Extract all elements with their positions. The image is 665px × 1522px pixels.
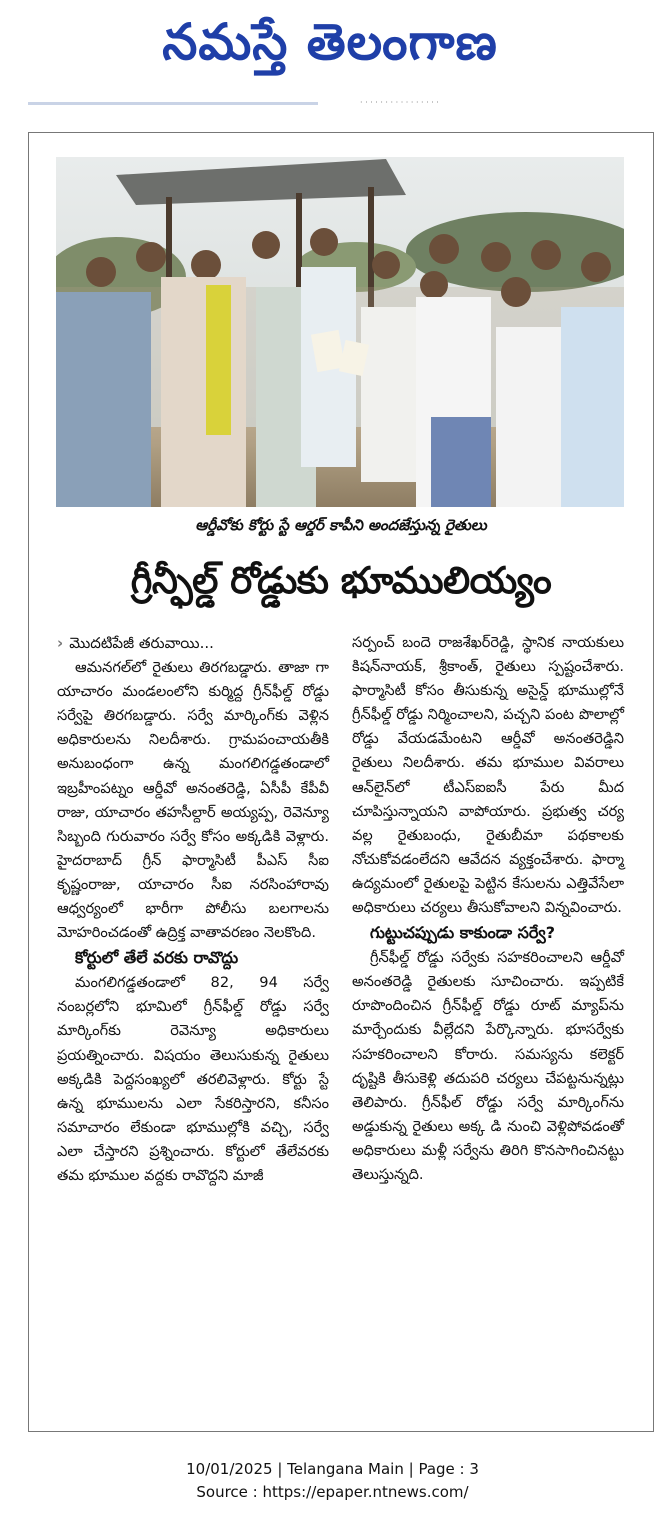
paragraph: ఆమనగల్‌లో రైతులు తిరగబడ్డారు. తాజా గా యాచారం మండలంలోని కుర్మిద్ద గ్రీన్‌ఫీల్డ్ రోడ్డు సర్వేపై తిరగబడ్డారు. సర్వే మార్కింగ్‌కు వెళ్లిన అధికారులను నిలదీశారు. గ్రామపంచాయతీకి అనుబంధంగా ఉన్న మంగలిగడ్డతండాలో ఇబ్రహీంపట్నం ఆర్డీవో అనంతరెడ్డి, ఏసీపీ కేపీవీ రాజు, యాచారం తహసీల్దార్ అయ్యప్ప, రెవెన్యూ సిబ్బంది గురువారం సర్వే కోసం అక్కడికి వెళ్లారు. హైదరాబాద్ గ్రీన్ ఫార్మాసిటీ పీఎస్ సీఐ కృష్ణంరాజు, యాచారం సీఐ నరసింహారావు ఆధ్వర్యంలో భారీగా పోలీసు బలగాలను మోహరించడంతో ఉద్రిక్త వాతావరణం నెలకొంది. [57,659,329,942]
masthead-strip: · · · · · · · · · · · · · · · · [360,100,439,106]
newspaper-logo: నమస్తే తెలంగాణ [162,13,498,71]
article-column-right [352,631,624,1187]
article-clip [28,132,654,1432]
article-photo [56,157,624,507]
subheading-survey: గుట్టుచప్పుడు కాకుండా సర్వే? [370,923,555,943]
continuation-note [57,631,329,655]
footer-source-link[interactable]: Source : https://epaper.ntnews.com/ [196,1483,469,1501]
masthead-rule [28,102,318,105]
paragraph: గ్రీన్‌ఫీల్డ్ రోడ్డు సర్వేకు సహకరించాలని ఆర్డీవో అనంతరెడ్డి రైతులకు సూచించారు. ఇప్పటికే రూపొందించిన గ్రీన్‌ఫీల్డ్ రోడ్డు రూట్ మ్యాప్‌ను మార్చేందుకు వీల్లేదని పేర్కొన్నారు. భూసర్వేకు సహకరించాలని కోరారు. సమస్యను కలెక్టర్ దృష్టికి తీసుకెళ్లి తదుపరి చర్యలు చేపట్టనున్నట్లు తెలిపారు. గ్రీన్‌ఫీల్ రోడ్డు సర్వే మార్కింగ్‌ను అడ్డుకున్న రైతులు అక్క డి నుంచి వెళ్లిపోవడంతో అధికారులు మళ్లీ సర్వేను తిరిగి కొనసాగించినట్టు తెలుస్తున్నది. [352,949,624,1183]
paragraph: మంగలిగడ్డతండాలో 82, 94 సర్వే నంబర్లలోని భూమిలో గ్రీన్‌ఫీల్డ్ రోడ్డు సర్వే మార్కింగ్‌కు రెవెన్యూ అధికారులు ప్రయత్నించారు. విషయం తెలుసుకున్న రైతులు అక్కడికి పెద్దసంఖ్యలో తరలివెళ్లారు. కోర్టు స్టే ఉన్న భూములను ఎలా సేకరిస్తారని, కనీసం సమాచారం లేకుండా భూముల్లోకి వచ్చి, సర్వే ఎలా చేస్తారని ప్రశ్నించారు. కోర్టులో తేలేవరకు తమ భూముల వద్దకు రావొద్దని మాజీ [57,974,329,1184]
continuation-text: మొదటిపేజీ తరువాయి... [69,634,214,652]
subheading-court: కోర్టులో తేలే వరకు రావొద్దు [75,948,239,968]
photo-illustration [56,157,624,507]
photo-caption: ఆర్డీవోకు కోర్టు స్టే ఆర్డర్ కాపీని అందజేస్తున్న రైతులు [195,516,487,534]
article-column-left [57,631,329,1188]
paragraph: సర్పంచ్ బందె రాజశేఖర్‌రెడ్డి, స్థానిక నాయకులు కిషన్‌నాయక్, శ్రీకాంత్, రైతులు స్పష్టంచేశారు. ఫార్మాసిటీ కోసం తీసుకున్న అసైన్డ్ భూముల్లోనే గ్రీన్‌ఫీల్డ్ రోడ్డు నిర్మించాలని, పచ్చని పంట పొలాల్లో రోడ్డు వేయడమేంటని ఆర్డీవో అనంతరెడ్డిని రైతులు నిలదీశారు. తమ భూముల వివరాలు ఆన్‌లైన్‌లో టీఎస్ఐఐసీ పేరు మీద చూపిస్తున్నాయని వాపోయారు. ప్రభుత్వ చర్య వల్ల రైతుబంధు, రైతుబీమా పథకాలకు నోచుకోవడంలేదని ఆవేదన వ్యక్తంచేశారు. ఫార్మా ఉద్యమంలో రైతులపై పెట్టిన కేసులను ఎత్తివేసేలా అధికారులు చర్యలు తీసుకోవాలని విన్నవించారు. [352,634,624,917]
article-headline: గ్రీన్ఫీల్డ్ రోడ్డుకు భూములియ్యం [130,559,552,602]
page-footer [0,1458,665,1504]
chevron-right-icon: › [57,634,64,652]
footer-date-edition: 10/01/2025 | Telangana Main | Page : 3 [186,1460,479,1478]
masthead [0,0,665,110]
